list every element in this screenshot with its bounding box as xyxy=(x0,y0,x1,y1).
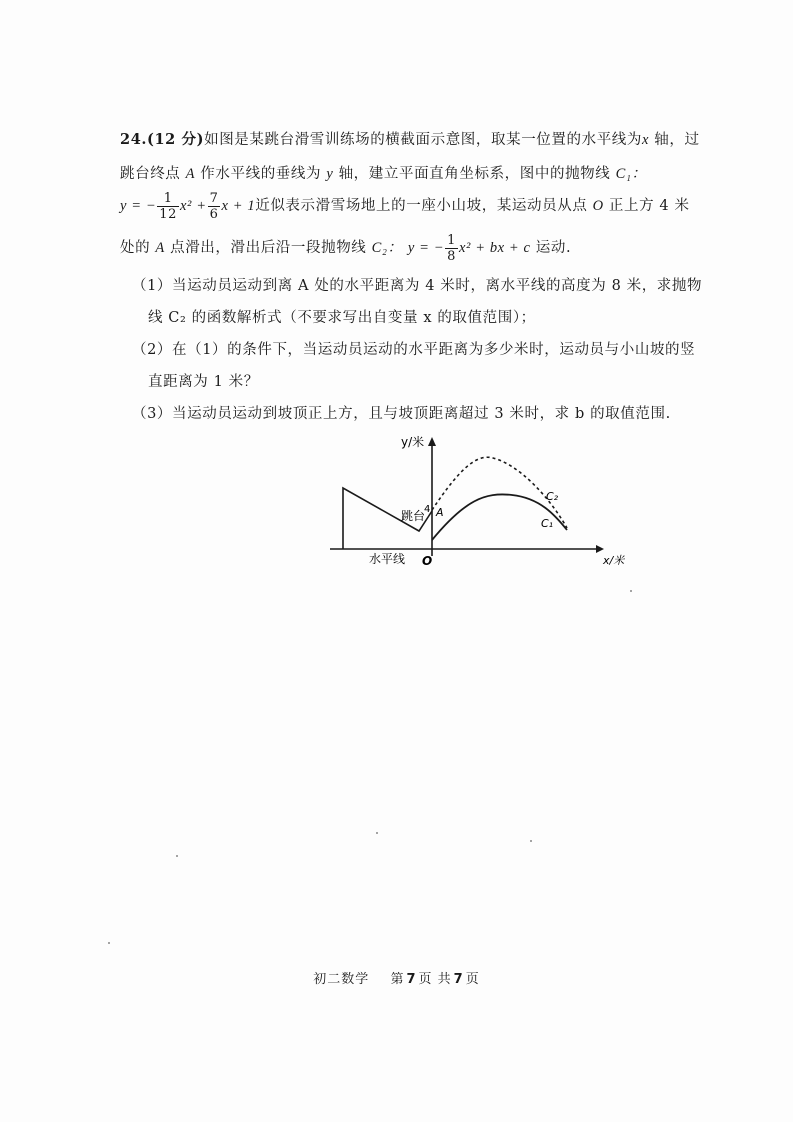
curve-c1-label: C₁： xyxy=(615,166,647,182)
footer-page-total: 7 xyxy=(453,972,464,987)
footer-subject: 初二数学 xyxy=(313,972,370,987)
numerator: 1 xyxy=(447,232,456,248)
scan-speck xyxy=(630,590,632,592)
equation-c1-mid: x² + xyxy=(180,198,207,214)
stem-text: 点滑出，滑出后沿一段抛物线 xyxy=(164,240,367,256)
numerator: 1 xyxy=(157,191,179,207)
y-variable: y xyxy=(326,166,334,182)
part-1-line-1: （1）当运动员运动到离 A 处的水平距离为 4 米时，离水平线的高度为 8 米，求抛物 xyxy=(132,278,703,294)
scan-speck xyxy=(530,840,532,842)
stem-text: 轴，建立平面直角坐标系，图中的抛物线 xyxy=(333,166,611,182)
horizontal-line-label: 水平线 xyxy=(369,552,406,566)
stem-text: 近似表示滑雪场地上的一座小山坡，某运动员从点 xyxy=(255,198,588,214)
denominator: 12 xyxy=(159,206,178,222)
page-footer xyxy=(0,968,793,987)
point-a-label: A xyxy=(436,506,444,519)
origin-label: O xyxy=(422,554,433,568)
stem-text: 正上方 4 米 xyxy=(603,198,690,214)
scan-speck xyxy=(176,855,178,857)
scan-speck xyxy=(108,942,110,944)
c1-figure-label: C₁ xyxy=(541,517,554,530)
y-axis-arrow-icon xyxy=(428,437,436,446)
footer-page-mid: 页 共 xyxy=(418,972,452,987)
part-1-line-2: 线 C₂ 的函数解析式（不要求写出自变量 x 的取值范围）； xyxy=(148,310,536,326)
equation-c2-lhs: y = − xyxy=(407,240,445,256)
platform-label: 跳台 xyxy=(401,509,426,523)
equation-c2-end: x² + bx + c xyxy=(459,240,531,256)
c2-figure-label: C₂ xyxy=(546,490,559,503)
footer-page-prefix: 第 xyxy=(390,972,405,987)
y-axis-label: y/米 xyxy=(401,435,425,449)
x-variable: x xyxy=(642,132,650,148)
x-axis-arrow-icon xyxy=(596,545,604,553)
part-2-line-2: 直距离为 1 米？ xyxy=(148,374,259,390)
stem-text: 如图是某跳台滑雪训练场的横截面示意图，取某一位置的水平线为 xyxy=(204,132,642,148)
equation-c1-end: x + 1 xyxy=(221,198,256,214)
numerator: 7 xyxy=(209,190,219,206)
equation-c1-lhs: y = − xyxy=(120,198,157,214)
stem-text: 轴，过 xyxy=(649,132,700,148)
x-axis-label: x/米 xyxy=(603,554,625,567)
stem-text: 运动. xyxy=(530,240,572,256)
part-3-line-1: （3）当运动员运动到坡顶正上方，且与坡顶距离超过 3 米时，求 b 的取值范围. xyxy=(132,406,671,422)
scan-speck xyxy=(376,832,378,834)
point-a: A xyxy=(185,166,196,182)
stem-text: 作水平线的垂线为 xyxy=(195,166,322,182)
curve-c2-label: C₂： xyxy=(371,240,403,256)
footer-page-number: 7 xyxy=(406,972,417,987)
stem-text: 处的 xyxy=(120,240,151,256)
footer-page-suffix: 页 xyxy=(465,972,480,987)
part-2-line-1: （2）在（1）的条件下，当运动员运动的水平距离为多少米时，运动员与小山坡的竖 xyxy=(132,342,696,358)
question-points: (12 分) xyxy=(147,131,205,148)
point-o: O xyxy=(592,198,604,214)
stem-text: 跳台终点 xyxy=(120,166,181,182)
question-number: 24. xyxy=(120,131,148,148)
height-4-label: 4 xyxy=(424,504,431,515)
denominator: 8 xyxy=(447,248,456,264)
point-a: A xyxy=(155,240,165,256)
denominator: 6 xyxy=(209,206,219,222)
